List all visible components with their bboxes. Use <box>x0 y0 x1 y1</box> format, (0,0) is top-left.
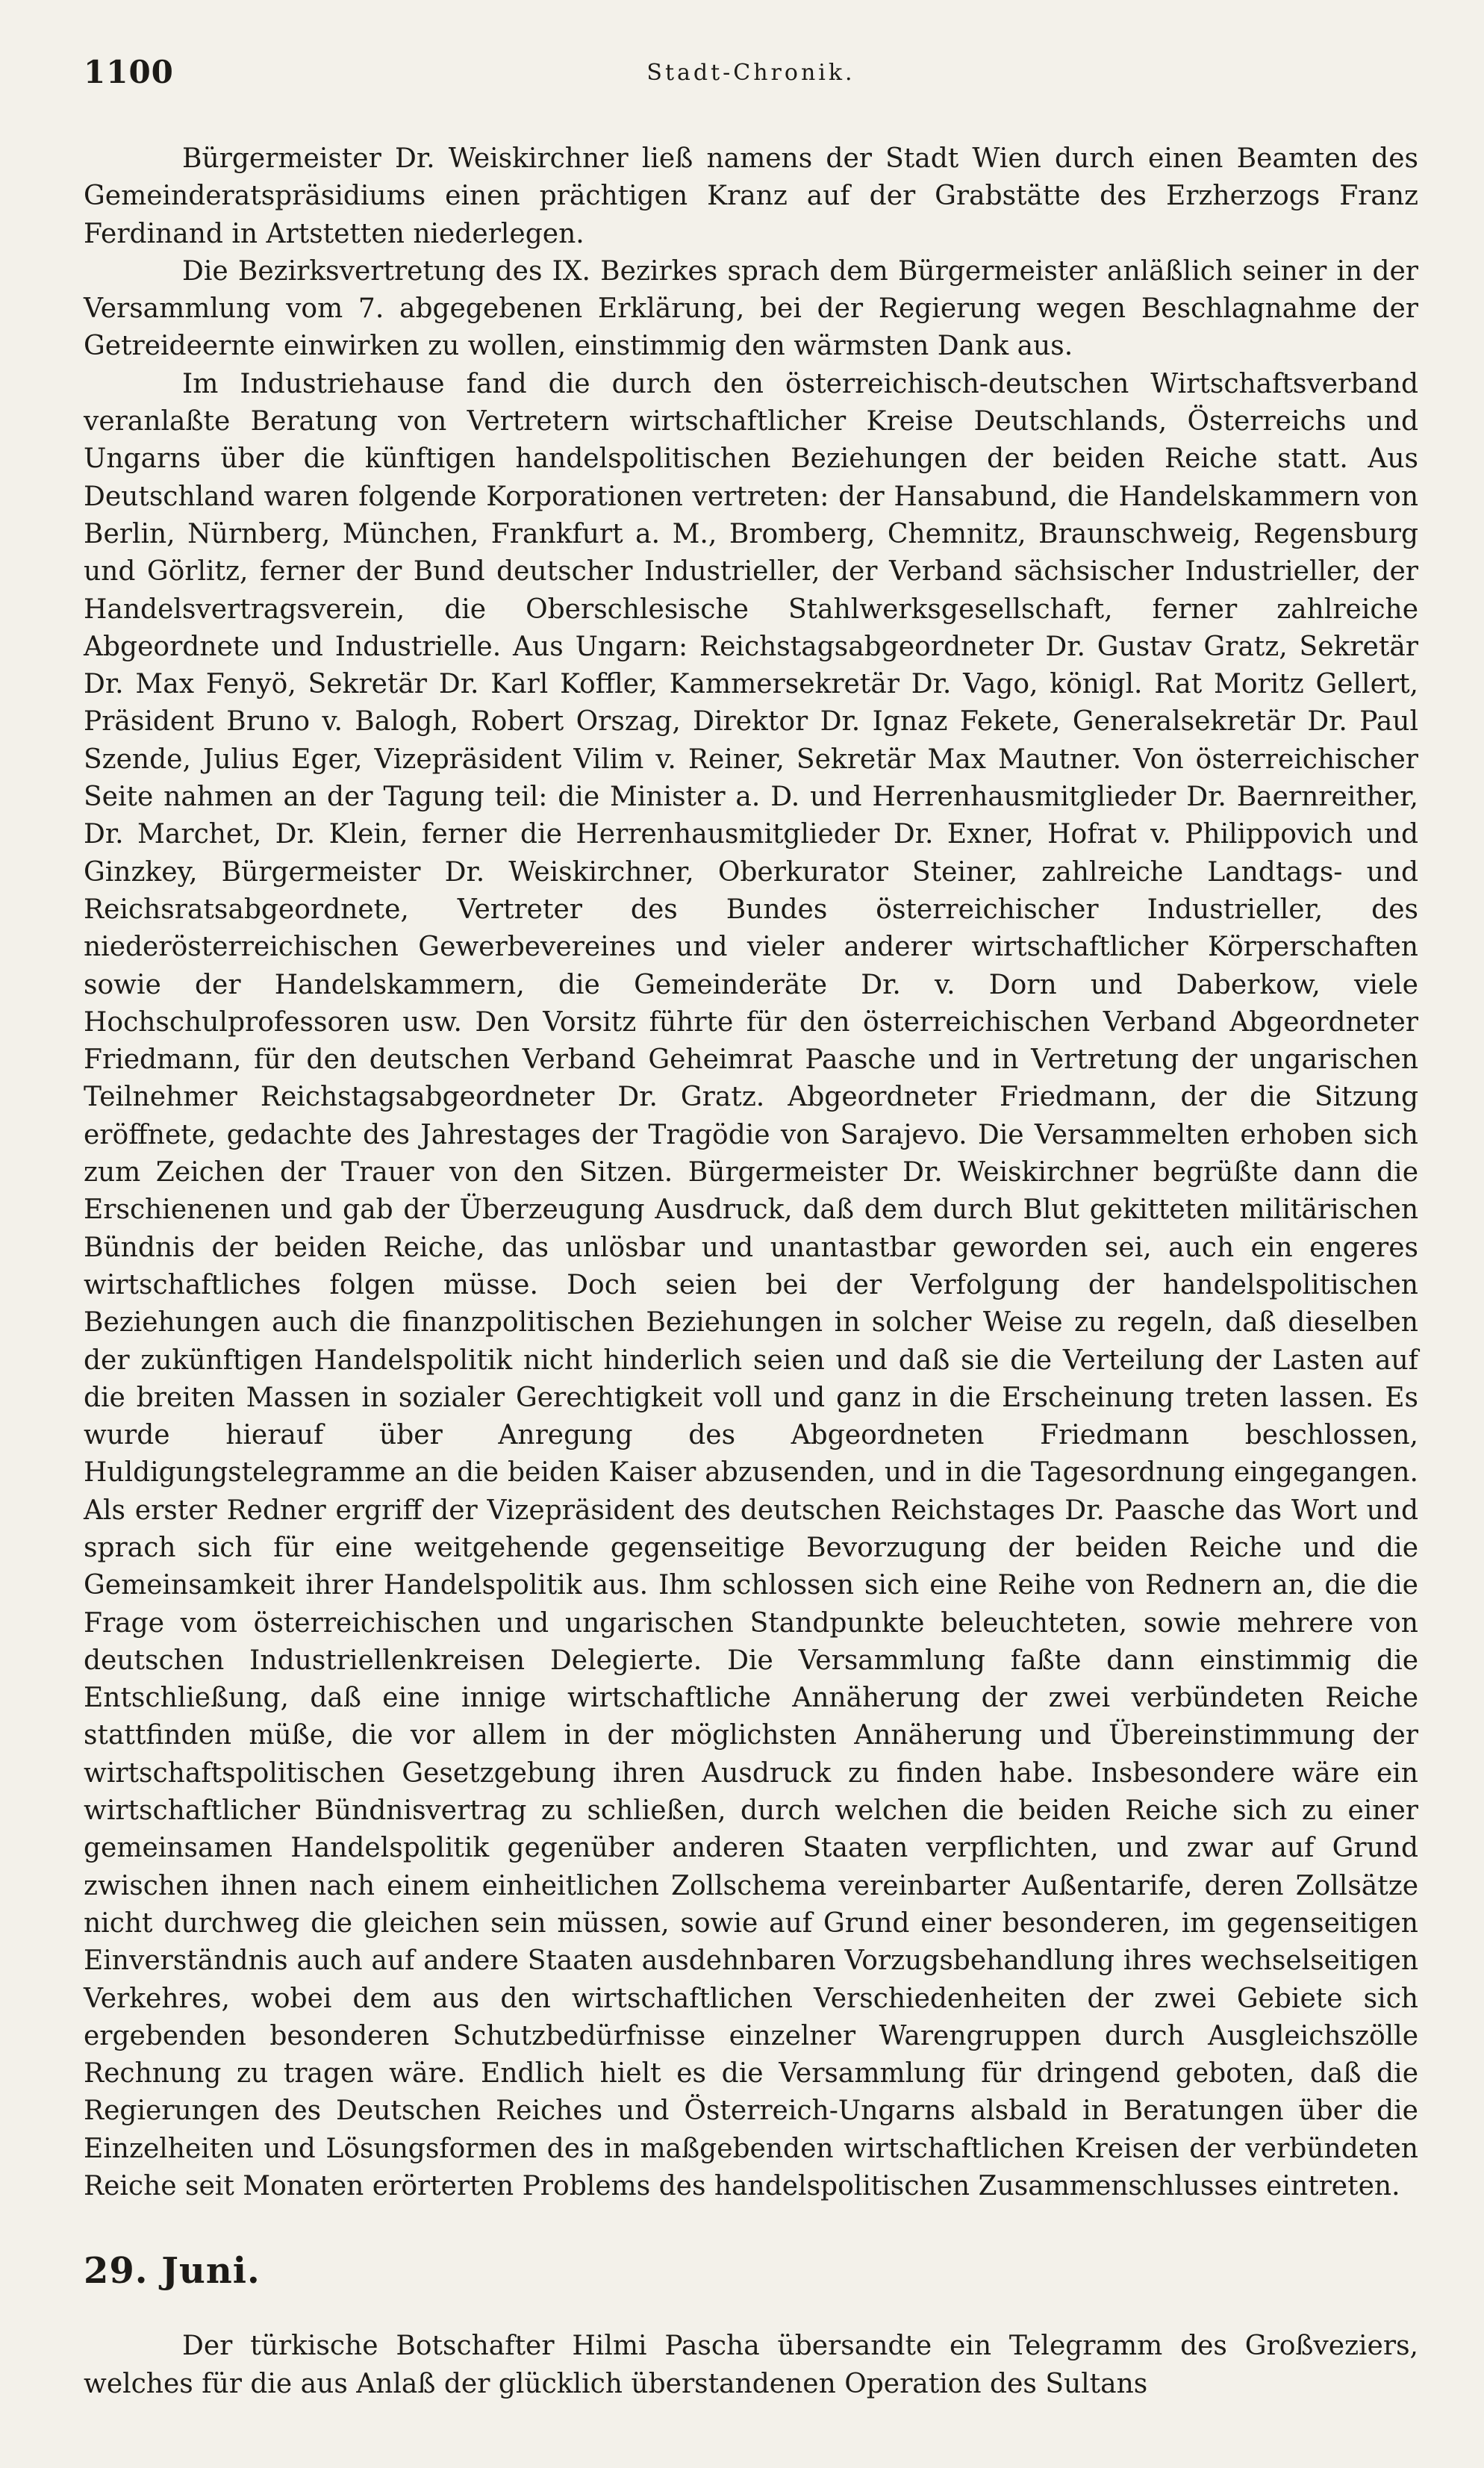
body-text <box>84 140 1418 2205</box>
page-number: 1100 <box>84 54 174 90</box>
running-title: Stadt-Chronik. <box>646 60 855 86</box>
paragraph: Die Bezirksvertretung des IX. Bezirkes sprach dem Bürgermeister anläßlich seiner in der Versammlung vom 7. abgegebenen Erklärung, bei der Regierung wegen Beschlagnahme der Getreideernte einwirken zu wollen, einstimmig den wärmsten Dank aus. <box>84 255 1418 362</box>
paragraph: Im Industriehause fand die durch den österreichisch-deutschen Wirtschaftsverband veranlaßte Beratung von Vertretern wirtschaftlicher Kreise Deutschlands, Österreichs und Ungarns über die künftigen handelspolitischen Beziehungen der beiden Reiche statt. Aus Deutschland waren folgende Korporationen vertreten: der Hansabund, die Handelskammern von Berlin, Nürnberg, München, Frankfurt a. M., Bromberg, Chemnitz, Braunschweig, Regensburg und Görlitz, ferner der Bund deutscher Industrieller, der Verband sächsischer Industrieller, der Handelsvertragsverein, die Oberschlesische Stahlwerksgesellschaft, ferner zahlreiche Abgeordnete und Industrielle. Aus Ungarn: Reichstagsabgeordneter Dr. Gustav Gratz, Sekretär Dr. Max Fenyö, Sekretär Dr. Karl Koffler, Kammersekretär Dr. Vago, königl. Rat Moritz Gellert, Präsident Bruno v. Balogh, Robert Orszag, Direktor Dr. Ignaz Fekete, Generalsekretär Dr. Paul Szende, Julius Eger, Vizepräsident Vilim v. Reiner, Sekretär Max Mautner. Von österreichischer Seite nahmen an der Tagung teil: die Minister a. D. und Herrenhausmitglieder Dr. Baernreither, Dr. Marchet, Dr. Klein, ferner die Herrenhausmitglieder Dr. Exner, Hofrat v. Philippovich und Ginzkey, Bürgermeister Dr. Weiskirchner, Oberkurator Steiner, zahlreiche Landtags- und Reichsratsabgeordnete, Vertreter des Bundes österreichischer Industrieller, des niederösterreichischen Gewerbevereines und vieler anderer wirtschaftlicher Körperschaften sowie der Handelskammern, die Gemeinderäte Dr. v. Dorn und Daberkow, viele Hochschulprofessoren usw. Den Vorsitz führte für den österreichischen Verband Abgeordneter Friedmann, für den deutschen Verband Geheimrat Paasche und in Vertretung der ungarischen Teilnehmer Reichstagsabgeordneter Dr. Gratz. Abgeordneter Friedmann, der die Sitzung eröffnete, gedachte des Jahrestages der Tragödie von Sarajevo. Die Versammelten erhoben sich zum Zeichen der Trauer von den Sitzen. Bürgermeister Dr. Weiskirchner begrüßte dann die Erschienenen und gab der Überzeugung Ausdruck, daß dem durch Blut gekitteten militärischen Bündnis der beiden Reiche, das unlösbar und unantastbar geworden sei, auch ein engeres wirtschaftliches folgen müsse. Doch seien bei der Verfolgung der handelspolitischen Beziehungen auch die finanzpolitischen Beziehungen in solcher Weise zu regeln, daß dieselben der zukünftigen Handelspolitik nicht hinderlich seien und daß sie die Verteilung der Lasten auf die breiten Massen in sozialer Gerechtigkeit voll und ganz in die Erscheinung treten lassen. Es wurde hierauf über Anregung des Abgeordneten Friedmann beschlossen, Huldigungstelegramme an die beiden Kaiser abzusenden, und in die Tagesordnung eingegangen. Als erster Redner ergriff der Vizepräsident des deutschen Reichstages Dr. Paasche das Wort und sprach sich für eine weitgehende gegenseitige Bevorzugung der beiden Reiche und die Gemeinsamkeit ihrer Handelspolitik aus. Ihm schlossen sich eine Reihe von Rednern an, die die Frage vom österreichischen und ungarischen Standpunkte beleuchteten, sowie mehrere von deutschen Industriellenkreisen Delegierte. Die Versammlung faßte dann einstimmig die Entschließung, daß eine innige wirtschaftliche Annäherung der zwei verbündeten Reiche stattfinden müße, die vor allem in der möglichsten Annäherung und Übereinstimmung der wirtschaftspolitischen Gesetzgebung ihren Ausdruck zu finden habe. Insbesondere wäre ein wirtschaftlicher Bündnisvertrag zu schließen, durch welchen die beiden Reiche sich zu einer gemeinsamen Handelspolitik gegenüber anderen Staaten verpflichten, und zwar auf Grund zwischen ihnen nach einem einheitlichen Zollschema vereinbarter Außentarife, deren Zollsätze nicht durchweg die gleichen sein müssen, sowie auf Grund einer besonderen, im gegenseitigen Einverständnis auch auf andere Staaten ausdehnbaren Vorzugsbehandlung ihres wechselseitigen Verkehres, wobei dem aus den wirtschaftlichen Verschiedenheiten der zwei Gebiete sich ergebenden besonderen Schutzbedürfnisse einzelner Warengruppen durch Ausgleichszölle Rechnung zu tragen wäre. Endlich hielt es die Versammlung für dringend geboten, daß die Regierungen des Deutschen Reiches und Österreich-Ungarns alsbald in Beratungen über die Einzelheiten und Lösungsformen des in maßgebenden wirtschaftlichen Kreisen der verbündeten Reiche seit Monaten erörterten Problems des handelspolitischen Zusammenschlusses eintreten. <box>84 368 1418 2202</box>
paragraph: Der türkische Botschafter Hilmi Pascha übersandte ein Telegramm des Großveziers, welches für die aus Anlaß der glücklich überstandenen Operation des Sultans <box>84 2331 1418 2399</box>
section-heading-date: 29. Juni. <box>84 2250 261 2293</box>
paragraph: Bürgermeister Dr. Weiskirchner ließ namens der Stadt Wien durch einen Beamten des Gemeinderatspräsidiums einen prächtigen Kranz auf der Grabstätte des Erzherzogs Franz Ferdinand in Artstetten niederlegen. <box>84 143 1418 249</box>
section-text <box>84 2328 1418 2403</box>
document-page <box>84 54 1418 2403</box>
page-header <box>84 54 1418 96</box>
